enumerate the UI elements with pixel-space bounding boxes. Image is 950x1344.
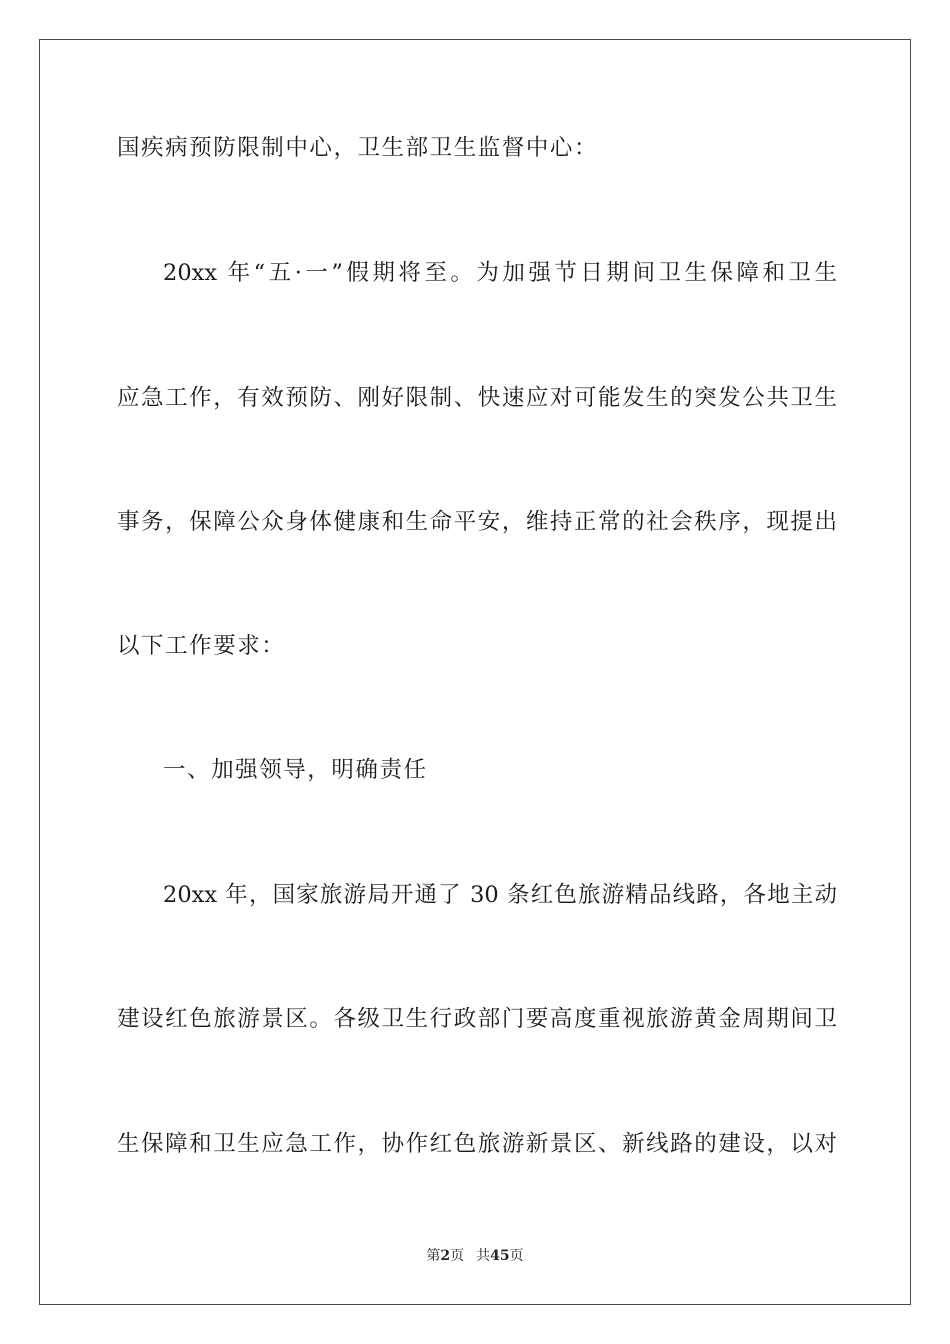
text-line: 20xx 年“五·一”假期将至。为加强节日期间卫生保障和卫生 [163, 260, 837, 286]
text-line: 20xx 年，国家旅游局开通了 30 条红色旅游精品线路，各地主动 [163, 882, 837, 908]
total-pages: 45 [490, 1248, 510, 1264]
section-heading: 一、加强领导，明确责任 [163, 757, 428, 783]
page-border [39, 39, 911, 1305]
total-prefix: 共 [476, 1248, 491, 1264]
text-line: 应急工作，有效预防、刚好限制、快速应对可能发生的突发公共卫生 [117, 385, 837, 411]
total-suffix: 页 [509, 1248, 524, 1264]
page-suffix: 页 [450, 1248, 465, 1264]
text-line: 事务，保障公众身体健康和生命平安，维持正常的社会秩序，现提出 [117, 509, 837, 535]
text-line: 以下工作要求： [117, 633, 286, 659]
text-line: 国疾病预防限制中心，卫生部卫生监督中心： [117, 135, 599, 161]
page-footer [0, 1246, 950, 1266]
page-number: 2 [440, 1248, 451, 1264]
text-line: 生保障和卫生应急工作，协作红色旅游新景区、新线路的建设，以对 [117, 1131, 837, 1157]
text-line: 建设红色旅游景区。各级卫生行政部门要高度重视旅游黄金周期间卫 [117, 1006, 837, 1032]
page-prefix: 第 [426, 1248, 441, 1264]
